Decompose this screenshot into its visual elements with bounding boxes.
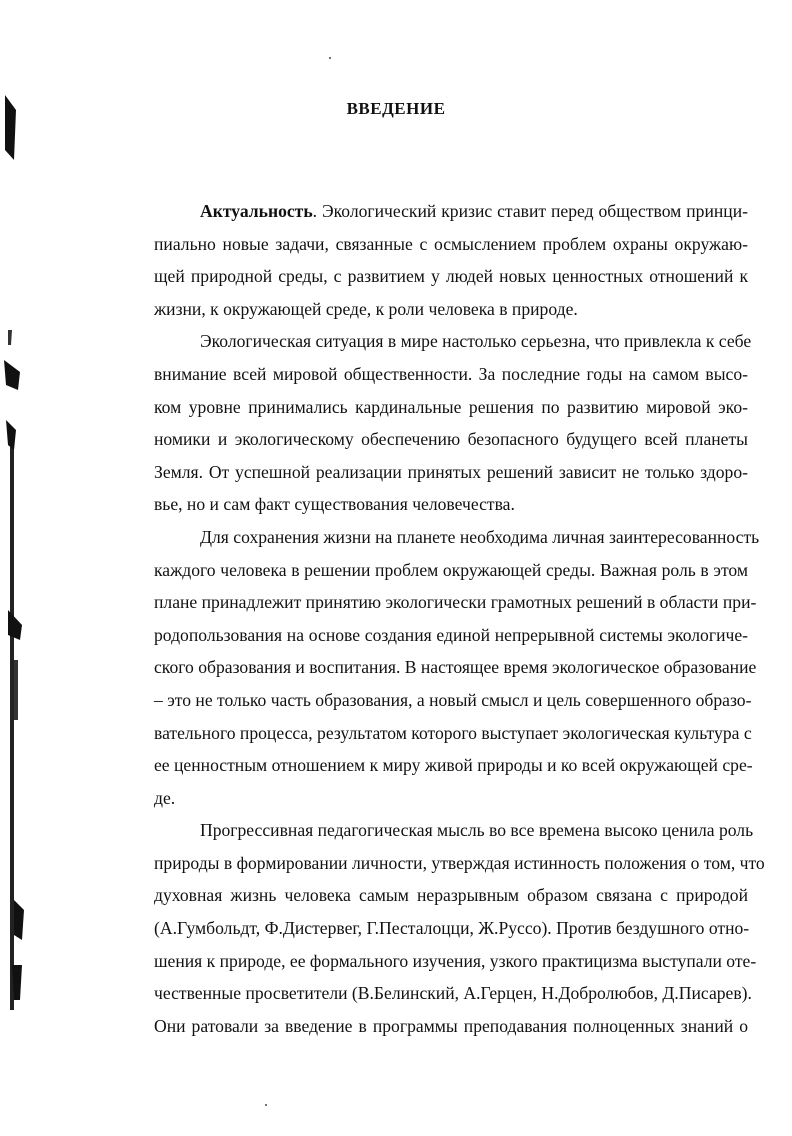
paragraph-line: Они ратовали за введение в программы преподавания полноценных знаний о <box>154 1015 748 1036</box>
paragraph-line: природы в формировании личности, утверждая истинность положения о том, что <box>154 852 765 873</box>
paragraph-line: духовная жизнь человека самым неразрывным образом связана с природой <box>154 885 748 906</box>
paragraph-relevance <box>108 195 748 325</box>
scan-speck <box>265 1104 267 1106</box>
paragraph-line: родопользования на основе создания единой непрерывной системы экологиче- <box>154 624 748 645</box>
paragraph-line: Экологическая ситуация в мире настолько серьезна, что привлекла к себе <box>200 331 752 352</box>
paragraph-line: внимание всей мировой общественности. За последние годы на самом высо- <box>154 363 748 384</box>
relevance-lead: Актуальность <box>200 201 313 221</box>
paragraph-line: – это не только часть образования, а новый смысл и цель совершенного образо- <box>154 689 752 710</box>
paragraph-ecological-situation <box>108 325 752 521</box>
scan-speck <box>329 57 331 59</box>
paragraph-line: жизни, к окружающей среде, к роли человека в природе. <box>154 298 578 319</box>
body-text <box>108 195 765 1042</box>
paragraph-line: Для сохранения жизни на планете необходима личная заинтересованность <box>200 526 760 547</box>
paragraph-line: шения к природе, ее формального изучения, узкого практицизма выступали оте- <box>154 950 757 971</box>
paragraph-line: Прогрессивная педагогическая мысль во все времена высоко ценила роль <box>200 820 754 841</box>
paragraph-line: Земля. От успешной реализации принятых решений зависит не только здоро- <box>154 461 748 482</box>
scan-edge-artifact <box>0 0 40 1136</box>
page-title: ВВЕДЕНИЕ <box>346 99 446 118</box>
paragraph-line: вье, но и сам факт существования человечества. <box>154 494 515 515</box>
paragraph-line: ее ценностным отношением к миру живой природы и ко всей окружающей сре- <box>154 755 753 776</box>
paragraph-line: пиально новые задачи, связанные с осмыслением проблем охраны окружаю- <box>154 233 748 254</box>
paragraph-line: чественные просветители (В.Белинский, А.Герцен, Н.Добролюбов, Д.Писарев). <box>154 983 752 1004</box>
paragraph-line: номики и экологическому обеспечению безопасного будущего всей планеты <box>154 429 748 450</box>
paragraph-line: ского образования и воспитания. В настоящее время экологическое образование <box>154 657 757 678</box>
paragraph-line: де. <box>154 787 176 808</box>
paragraph-line: щей природной среды, с развитием у людей новых ценностных отношений к <box>154 266 748 287</box>
paragraph-line: ком уровне принимались кардинальные решения по развитию мировой эко- <box>154 396 748 417</box>
paragraph-line: каждого человека в решении проблем окружающей среды. Важная роль в этом <box>154 559 748 580</box>
paragraph-line: плане принадлежит принятию экологически грамотных решений в области при- <box>154 592 757 613</box>
paragraph-line: Актуальность. Экологический кризис ставит перед обществом принци- <box>200 201 748 221</box>
paragraph-line: вательного процесса, результатом которого выступает экологическая культура с <box>154 722 752 743</box>
paragraph-line: (А.Гумбольдт, Ф.Дистервег, Г.Песталоцци, Ж.Руссо). Против бездушного отно- <box>154 918 750 939</box>
paragraph-pedagogical-thought <box>108 814 765 1042</box>
paragraph-preserving-life <box>108 521 760 814</box>
